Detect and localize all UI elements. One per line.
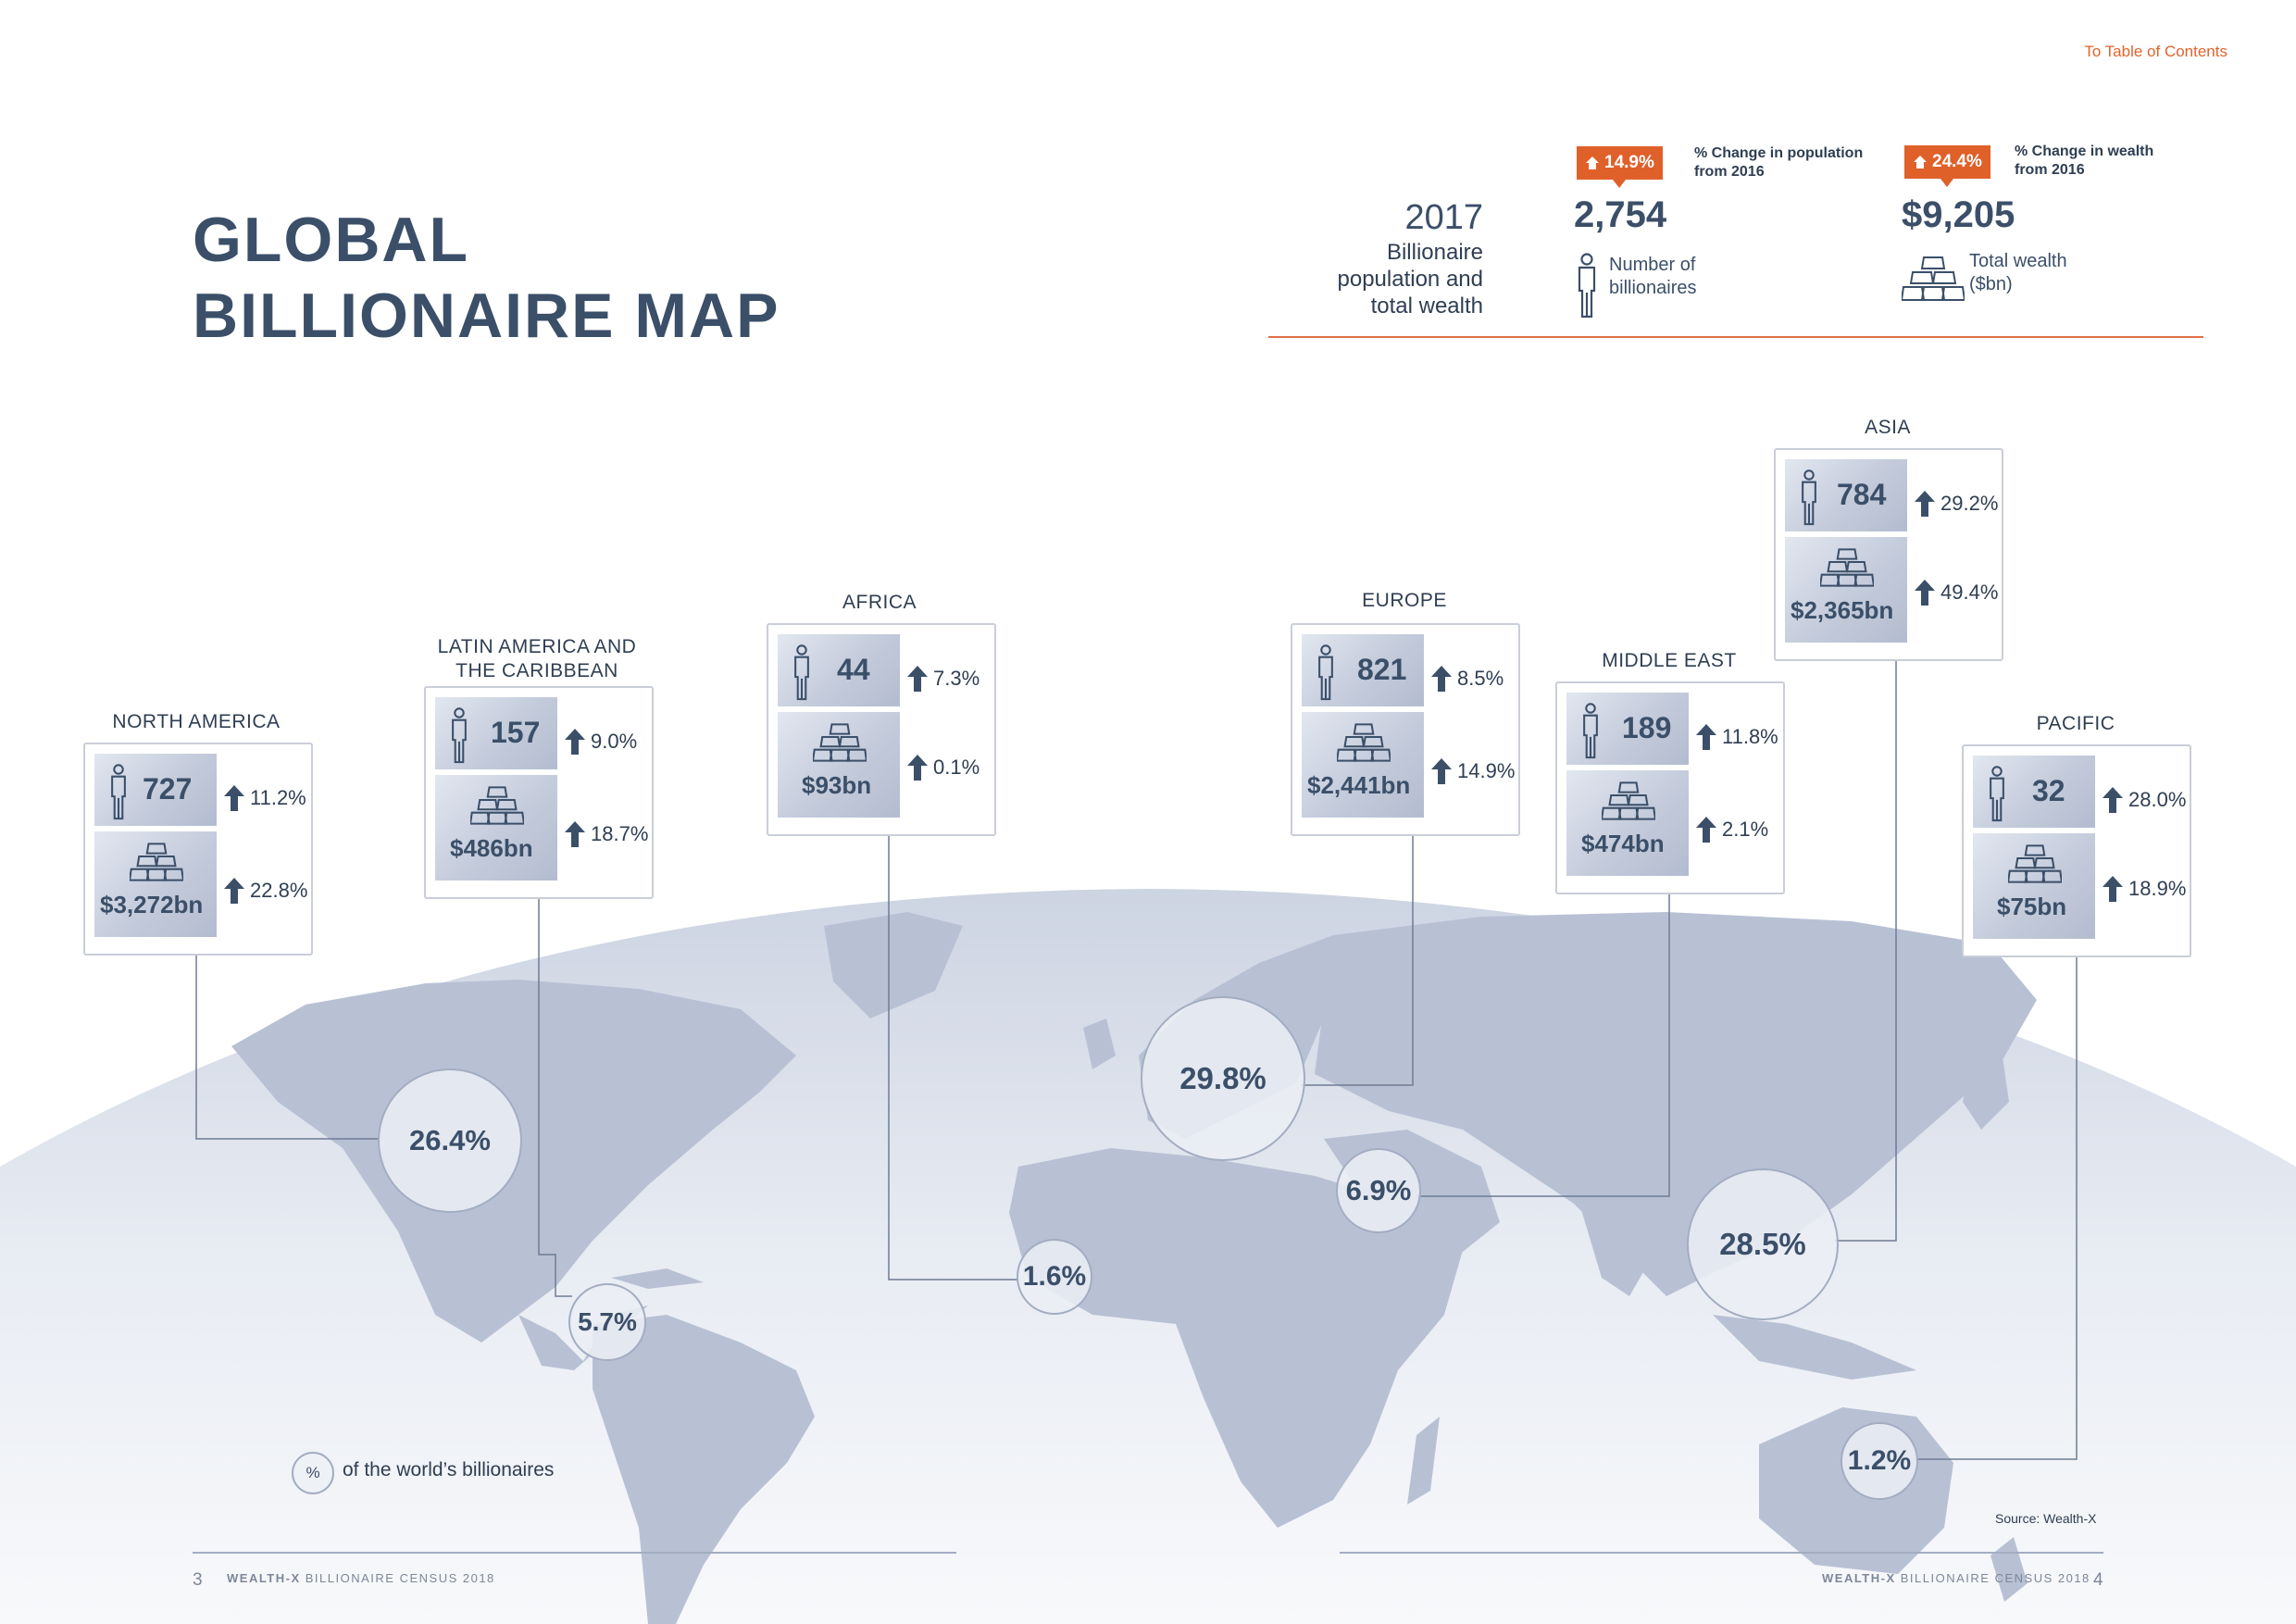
wealth-change-badge	[1904, 145, 1990, 179]
footer-rule-left	[193, 1552, 956, 1554]
population-tile	[94, 754, 217, 826]
wealth-change-value: 24.4%	[1932, 152, 1982, 171]
wealth-tile	[778, 712, 900, 818]
footer-brand-right: WEALTH-X	[1822, 1571, 1896, 1585]
wealth-change	[2103, 876, 2186, 902]
share-bubble-africa[interactable]: 1.6%	[1017, 1239, 1092, 1315]
wealth-value: $93bn	[802, 771, 872, 799]
footer-text-left	[227, 1571, 495, 1585]
footer-text-right	[1822, 1571, 2090, 1585]
wealth-change	[1915, 580, 1998, 606]
up-arrow-icon	[1431, 666, 1452, 692]
wealth-value: $2,365bn	[1791, 596, 1894, 624]
footer-title-left: BILLIONAIRE CENSUS 2018	[305, 1571, 495, 1585]
population-value: 32	[2032, 774, 2065, 807]
wealth-description	[1969, 250, 2067, 296]
wealth-tile	[1302, 712, 1424, 818]
wealth-change	[1431, 758, 1515, 784]
wealth-change	[224, 878, 307, 904]
share-bubble-pacific[interactable]: 1.2%	[1841, 1422, 1918, 1500]
population-tile	[1566, 693, 1689, 765]
summary-year: 2017	[1404, 198, 1483, 237]
up-arrow-icon	[565, 729, 585, 755]
wealth-change-note	[2015, 143, 2153, 180]
wealth-change-value: 2.1%	[1722, 818, 1769, 841]
billionaires-description-line-2: billionaires	[1609, 278, 1697, 298]
up-arrow-icon	[224, 878, 244, 904]
title-line-1: GLOBAL	[193, 205, 470, 275]
table-of-contents-link[interactable]: To Table of Contents	[2084, 43, 2227, 60]
title-line-2: BILLIONAIRE MAP	[193, 281, 780, 351]
region-name-pacific: PACIFIC	[2036, 713, 2115, 734]
summary-label-line-2: population and	[1337, 267, 1483, 292]
population-change	[2103, 787, 2186, 813]
wealth-change-value: 49.4%	[1940, 581, 1999, 604]
up-arrow-icon	[1915, 491, 1935, 517]
wealth-tile	[1785, 537, 1907, 643]
gold-bars-icon	[1820, 546, 1874, 589]
wealth-tile	[435, 775, 557, 881]
population-change	[1431, 666, 1504, 692]
source-note: Source: Wealth-X	[1995, 1511, 2097, 1526]
wealth-tile	[1566, 770, 1689, 876]
population-tile	[435, 697, 557, 769]
population-tile	[1785, 459, 1907, 531]
population-change-note-line-2: from 2016	[1694, 164, 1765, 180]
population-change-value: 29.2%	[1940, 492, 1999, 515]
total-billionaires-value: 2,754	[1574, 194, 1667, 235]
person-icon	[791, 643, 813, 701]
wealth-tile	[94, 831, 217, 937]
wealth-description-line-1: Total wealth	[1969, 251, 2067, 271]
total-wealth-value: $9,205	[1902, 194, 2015, 235]
up-arrow-icon	[1915, 580, 1935, 606]
wealth-change-value: 18.9%	[2128, 877, 2187, 900]
up-arrow-icon	[907, 755, 928, 781]
up-arrow-icon	[907, 666, 928, 692]
region-name-latin-america	[407, 635, 667, 683]
person-icon	[1798, 468, 1820, 526]
legend-percent-symbol: %	[292, 1452, 334, 1494]
person-icon	[1986, 765, 2008, 822]
wealth-change-value: 22.8%	[250, 879, 308, 902]
region-card-pacific[interactable]	[1962, 744, 2191, 957]
footer-brand-left: WEALTH-X	[227, 1571, 301, 1585]
share-bubble-latin-america[interactable]: 5.7%	[568, 1283, 646, 1361]
population-change-value: 11.8%	[1722, 725, 1778, 748]
region-card-north-america[interactable]	[83, 743, 313, 956]
billionaires-description	[1609, 254, 1697, 300]
share-bubble-asia[interactable]: 28.5%	[1687, 1168, 1839, 1320]
share-bubble-north-america[interactable]: 26.4%	[378, 1068, 522, 1213]
up-arrow-icon	[2103, 876, 2123, 902]
summary-divider	[1268, 336, 2203, 338]
person-icon	[1579, 702, 1602, 759]
population-change-value: 8.5%	[1457, 667, 1504, 690]
gold-bars-icon	[1902, 254, 1965, 304]
population-change-value: 28.0%	[2128, 788, 2187, 811]
wealth-change	[565, 821, 648, 847]
wealth-value: $2,441bn	[1307, 771, 1411, 799]
up-arrow-icon	[1431, 758, 1452, 784]
wealth-value: $75bn	[1997, 893, 2067, 920]
share-bubble-europe[interactable]: 29.8%	[1141, 996, 1305, 1161]
wealth-change	[907, 755, 980, 781]
page-title	[193, 202, 780, 354]
footer-rule-right	[1340, 1552, 2103, 1554]
gold-bars-icon	[1602, 780, 1655, 822]
population-change-value: 14.9%	[1604, 153, 1654, 172]
wealth-value: $486bn	[450, 834, 533, 862]
gold-bars-icon	[813, 721, 867, 764]
person-icon	[448, 706, 470, 764]
up-arrow-icon	[565, 821, 585, 847]
region-name-line-1: LATIN AMERICA AND	[437, 636, 637, 657]
legend-text: of the world’s billionaires	[343, 1459, 555, 1480]
up-arrow-icon	[1696, 724, 1716, 750]
region-name-europe: EUROPE	[1362, 590, 1447, 611]
population-value: 727	[143, 772, 193, 806]
wealth-value: $474bn	[1581, 830, 1665, 857]
region-name-asia: ASIA	[1865, 417, 1911, 438]
population-change-value: 9.0%	[591, 730, 638, 753]
population-tile	[1302, 634, 1424, 706]
population-value: 784	[1837, 478, 1887, 511]
summary-label-line-3: total wealth	[1370, 294, 1483, 319]
population-change-badge	[1577, 146, 1663, 180]
population-change	[1915, 491, 1998, 517]
person-icon	[1574, 252, 1600, 319]
gold-bars-icon	[130, 841, 183, 883]
summary-label	[1278, 239, 1483, 319]
person-icon	[107, 763, 130, 820]
person-icon	[1315, 643, 1337, 701]
population-change-value: 11.2%	[250, 786, 306, 809]
share-bubble-middle-east[interactable]: 6.9%	[1336, 1148, 1421, 1233]
home-arrow-icon	[1585, 156, 1600, 170]
region-name-africa: AFRICA	[842, 592, 917, 613]
population-value: 189	[1622, 711, 1672, 744]
region-card-africa[interactable]	[767, 623, 996, 836]
region-name-middle-east: MIDDLE EAST	[1602, 650, 1737, 671]
region-card-asia[interactable]	[1774, 448, 2003, 661]
population-change	[907, 666, 980, 692]
population-tile	[778, 634, 900, 706]
page-number-right: 4	[2093, 1570, 2103, 1590]
region-card-latin-america[interactable]	[424, 686, 654, 899]
wealth-tile	[1973, 833, 2095, 939]
wealth-change	[1696, 817, 1768, 843]
population-change	[1696, 724, 1778, 750]
gold-bars-icon	[470, 784, 524, 827]
page-number-left: 3	[193, 1570, 203, 1590]
population-change	[565, 729, 637, 755]
billionaires-description-line-1: Number of	[1609, 255, 1696, 275]
footer-title-right: BILLIONAIRE CENSUS 2018	[1900, 1571, 2090, 1585]
region-name-line-2: THE CARIBBEAN	[455, 660, 618, 681]
wealth-change-value: 18.7%	[591, 822, 649, 845]
home-arrow-icon	[1913, 155, 1928, 169]
population-tile	[1973, 756, 2095, 828]
population-value: 821	[1357, 653, 1407, 686]
population-value: 157	[491, 716, 541, 749]
up-arrow-icon	[2103, 787, 2123, 813]
population-change-note-line-1: % Change in population	[1694, 145, 1864, 161]
wealth-change-note-line-2: from 2016	[2015, 162, 2085, 178]
wealth-value: $3,272bn	[100, 891, 204, 918]
gold-bars-icon	[2008, 843, 2062, 885]
population-value: 44	[837, 653, 870, 686]
up-arrow-icon	[224, 785, 244, 811]
wealth-description-line-2: ($bn)	[1969, 274, 2013, 294]
region-name-north-america: NORTH AMERICA	[112, 711, 281, 732]
up-arrow-icon	[1696, 817, 1716, 843]
population-change-note	[1694, 144, 1863, 181]
region-card-middle-east[interactable]	[1555, 681, 1785, 894]
gold-bars-icon	[1337, 721, 1391, 764]
wealth-change-value: 14.9%	[1457, 759, 1516, 782]
summary-label-line-1: Billionaire	[1386, 240, 1483, 265]
population-change-value: 7.3%	[933, 667, 980, 690]
wealth-change-note-line-1: % Change in wealth	[2015, 144, 2154, 159]
wealth-change-value: 0.1%	[933, 756, 980, 779]
region-card-europe[interactable]	[1291, 623, 1520, 836]
population-change	[224, 785, 306, 811]
